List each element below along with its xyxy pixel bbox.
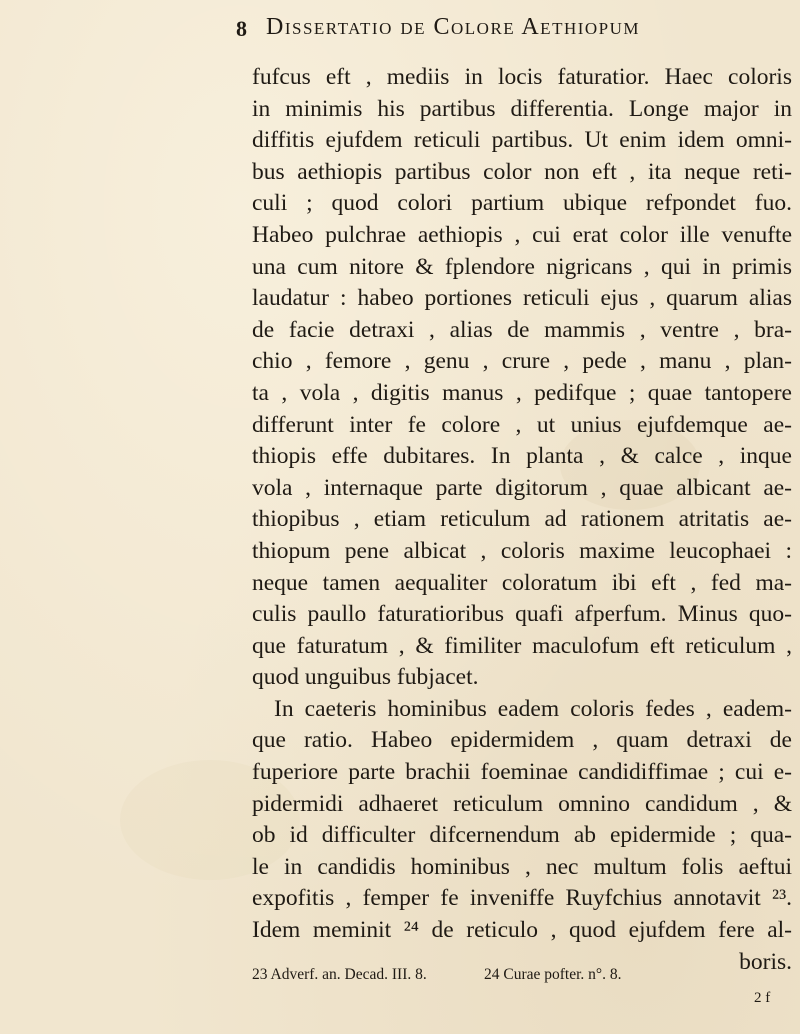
text-line: Habeo pulchrae aethiopis , cui erat color ille venufte <box>252 221 792 248</box>
text-line: ob id difficulter difcernendum ab epidermide ; qua- <box>252 822 792 849</box>
text-line: thiopibus , etiam reticulum ad rationem atritatis ae- <box>252 506 792 533</box>
text-line: thiopum pene albicat , coloris maxime leucophaei : <box>252 537 792 564</box>
text-line: culi ; quod colori partium ubique refpondet fuo. <box>252 190 792 217</box>
footnote: 24 Curae pofter. n°. 8. <box>484 966 622 983</box>
text-line: thiopis effe dubitares. In planta , & calce , inque <box>252 443 792 470</box>
text-line: quod unguibus fubjacet. <box>252 664 479 691</box>
text-line: expofitis , femper fe inveniffe Ruyfchius annotavit ²³. <box>252 885 792 912</box>
catchword: 2 f <box>754 990 771 1006</box>
text-line: in minimis his partibus differentia. Longe major in <box>252 95 792 122</box>
text-line: que ratio. Habeo epidermidem , quam detraxi de <box>252 727 792 754</box>
page-header <box>236 10 796 56</box>
text-line: de facie detraxi , alias de mammis , ventre , bra- <box>252 316 792 343</box>
text-line: bus aethiopis partibus color non eft , ita neque reti- <box>252 158 792 185</box>
footnotes <box>252 966 792 988</box>
text-line: chio , femore , genu , crure , pede , manu , plan- <box>252 348 792 375</box>
text-line: culis paullo faturatioribus quafi afperfum. Minus quo- <box>252 601 792 628</box>
text-line: vola , internaque parte digitorum , quae albicant ae- <box>252 474 792 501</box>
text-line: fufcus eft , mediis in locis faturatior. Haec coloris <box>252 64 792 90</box>
text-line: ta , vola , digitis manus , pedifque ; quae tantopere <box>252 379 792 406</box>
body-text <box>252 62 792 978</box>
text-line: una cum nitore & fplendore nigricans , qui in primis <box>252 253 792 280</box>
text-line: fuperiore parte brachii foeminae candidiffimae ; cui e- <box>252 759 792 786</box>
text-line: laudatur : habeo portiones reticuli ejus , quarum alias <box>252 285 792 312</box>
footnote: 23 Adverf. an. Decad. III. 8. <box>252 966 427 983</box>
text-line: boris. <box>739 948 792 975</box>
text-line: pidermidi adhaeret reticulum omnino candidum , & <box>252 790 792 817</box>
text-line: Idem meminit ²⁴ de reticulo , quod ejufdem fere al- <box>252 917 792 944</box>
text-line: differunt inter fe colore , ut unius ejufdemque ae- <box>252 411 792 438</box>
text-line: que faturatum , & fimiliter maculofum eft reticulum , <box>252 632 792 659</box>
text-line: diffitis ejufdem reticuli partibus. Ut enim idem omni- <box>252 127 792 154</box>
text-line: neque tamen aequaliter coloratum ibi eft , fed ma- <box>252 569 792 596</box>
text-line: le in candidis hominibus , nec multum folis aeftui <box>252 853 792 880</box>
running-title: Dissertatio de Colore Aethiopum <box>266 14 641 40</box>
text-line: In caeteris hominibus eadem coloris fedes , eadem- <box>274 695 792 722</box>
page-number: 8 <box>236 16 247 41</box>
